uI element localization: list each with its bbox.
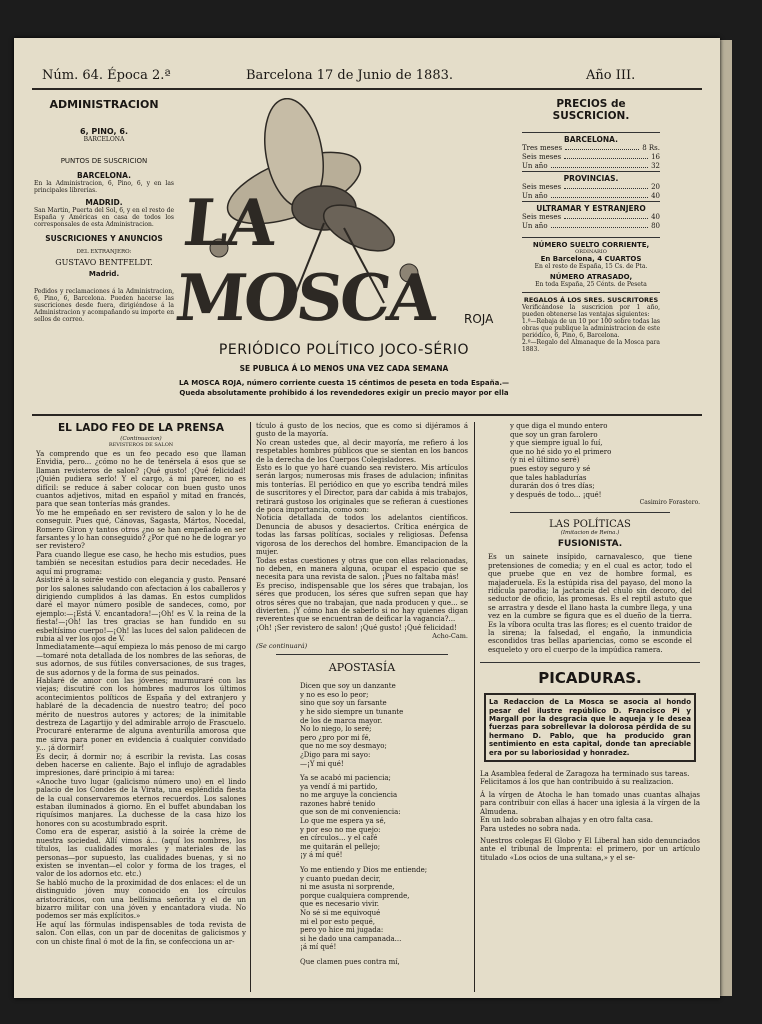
poem-line: que es necesario vivir. <box>300 900 380 909</box>
col2-p2: No crean ustedes que, al decir mayoría, me refiero á los respetables hombres públicos que se sientan en los bancos de la derecha de los Cuerpos Colegisladores. <box>256 438 468 464</box>
poem-line: y que diga el mundo entero <box>510 422 608 430</box>
condolence-box <box>484 693 696 762</box>
masthead-price-note: LA MOSCA ROJA, número corriente cuesta 15 céntimos de peseta en toda España.— Queda absolutamente prohibido á los revendedores exigir un precio mayor por ella <box>178 379 510 397</box>
price-row: Un año 80 <box>522 222 660 230</box>
price-row: Seis meses 16 <box>522 153 660 161</box>
article-column-1 <box>36 422 246 994</box>
poem-line: mi el por esto pequé, <box>300 917 375 926</box>
poem-line: que no hé sido yo el primero <box>510 447 612 456</box>
picaduras-title: PICADURAS. <box>538 669 642 688</box>
poem-line: si he dado una campanada... <box>300 934 402 943</box>
poem-line: razones habré tenido <box>300 799 376 808</box>
poem-line: y he sido siempre un tunante <box>300 707 404 716</box>
col2-p5: Es preciso, indispensable que los séres que trabajan, los séres que producen, los séres que sufren sepan que hay otros séres que no trabajan, que nada producen y que... se divierten. ¡Y cómo han de saberlo si no hay quienes digan reverentes que se encuentran de deificar la vagancia?... <box>256 581 468 624</box>
gifts-title: REGALOS Á LOS SRES. SUSCRITORES <box>522 292 660 304</box>
prices-column <box>522 98 660 408</box>
price-row: Un año 40 <box>522 192 660 200</box>
column-divider-2 <box>474 422 475 992</box>
condolence-text: La Redaccion de La Mosca se asocia al hondo pesar del ilustre repúblico D. Francisco Pi y Margall por la desgracia que le aqueja y le desea fuerzas para sobrellevar la dolorosa pérdida de su hermano D. Pablo, que ha producido gran sentimiento en esta capital, donde tan apreciable era por su laboriosidad y honradez. <box>489 698 691 757</box>
poem-continuation <box>480 422 700 499</box>
article1-p6: Hablaré de amor con las jóvenes; murmuraré con las viejas; discutiré con los hombres maduros los últimos acontecimientos políticos de España y del extranjero y hablaré de la decadencia de nuestro teatro; del poco mérito de nuestros autores y actores; de la inimitable destreza de Lagartijo y del admirable arrojo de Frascuelo. Procuraré enterarme de alguna aventurilla amorosa que me sirva para poner en evidencia á cualquier convidado y... ¡á dormir! <box>36 676 246 753</box>
col2-cont: (Se continuará) <box>256 642 308 651</box>
admin-title: ADMINISTRACION <box>49 98 159 111</box>
picaduras-p5: Para ustedes no sobra nada. <box>480 824 581 833</box>
poem-line: en círculos... y el café <box>300 834 378 843</box>
apostasia-poem <box>256 682 468 966</box>
poem-line: durarán dos ó tres días; <box>510 482 595 491</box>
single-bcn: En Barcelona, 4 CUARTOS <box>540 255 642 263</box>
poem-line: (y ni el último seré) <box>510 456 580 465</box>
article1-p11: He aquí las fórmulas indispensables de toda revista de salon. Con ellas, con un par de docenitas de galicismos y con un chiste final ó mot de la fin, se confecciona un ar- <box>36 920 246 946</box>
article1-p10: Se habló mucho de la proximidad de dos enlaces: el de un distinguido jóven muy conocido en los círculos aristocráticos, con una bellísima señorita y el de un bizarro militar con una jóven y encantadora viuda. No podemos ser más explícitos.» <box>36 878 246 921</box>
prices-barcelona: BARCELONA. <box>522 132 660 144</box>
picaduras-p2: Felicitamos á los que han contribuido á su realizacion. <box>480 778 674 787</box>
ads-foreign: DEL EXTRANJERO: <box>76 249 132 255</box>
prices-barcelona-rows <box>522 144 660 171</box>
poem-line: Yo me entiendo y Dios me entiende; <box>300 866 428 875</box>
issue-number: Núm. 64. Época 2.ª <box>42 68 171 83</box>
column-divider-1 <box>250 422 251 992</box>
picaduras-p3: Á la vírgen de Atocha le han tomado unas cuantas alhajas para contribuir con ellas á hacer una iglesia á la vírgen de la Almudena. <box>480 790 700 816</box>
poem-line: y no es eso lo peor; <box>300 690 369 699</box>
poem-line: no me arguye la conciencia <box>300 791 398 800</box>
back-title: NÚMERO ATRASADO, <box>549 273 633 281</box>
prices-ultramar: ULTRAMAR Y ESTRANJERO <box>522 201 660 213</box>
col2-p1: tículo á gusto de los necios, que es como si dijéramos á gusto de la mayoría. <box>256 422 468 439</box>
poem-line: No sé si me equivoqué <box>300 909 381 917</box>
gift-2: 2.º—Regalo del Almanaque de la Mosca para 1883. <box>522 339 660 353</box>
article1-p5: Inmediatamente—aquí empieza lo más penoso de mi cargo—tomaré nota detallada de los nombres de las señoras, de sus adornos, de sus fútiles conversaciones, de sus trages, de sus adornos y de la forma de sus peinados. <box>36 643 246 677</box>
article1-p9: Como era de esperar, asistió á la soirée la crème de nuestra sociedad. Allí vimos á... (aquí los nombres, los títulos, las cualidades morales y materiales de las personas—por supuesto, las cualidades buenas, y si no existen se inventan—el color y forma de los trages, el valor de los adornos etc. etc.) <box>36 828 246 879</box>
masthead-subtitle: PERIÓDICO POLÍTICO JOCO-SÉRIO <box>218 342 470 358</box>
poem-line: que no me soy desmayo; <box>300 742 387 751</box>
col2-p6: ¡Oh! ¡Ser revistero de salon! ¡Qué gusto! ¡Qué felicidad! <box>256 623 457 632</box>
header-rule <box>32 88 702 90</box>
politicas-sub: (Imitacion de Reina.) <box>560 530 620 537</box>
picaduras-p4: En un lado sobraban alhajas y en otro falta casa. <box>480 816 654 825</box>
poem-line: Que clamen pues contra mí, <box>300 957 400 966</box>
poem-line: y después de todo... ¡qué! <box>510 490 602 499</box>
masthead-roja: ROJA <box>464 312 494 326</box>
article1-p4: Asistiré á la soirée vestido con elegancia y gusto. Pensaré por los salones saludando con afectacion á los caballeros y dirigiendo cumplidos á las damas. En estos cumplidos daré el mayor número posible de sandeces, como, por ejemplo:—¡Está V. encantadora!—¡Oh! es V. la reina de la fiesta!—¡Oh! las tres gracias se han fundido en su esbeltísimo cuerpo!—¡Oh! las luces del salon palidecen de rubia al ver los ojos de V. <box>36 576 246 643</box>
admin-city: BARCELONA <box>83 136 125 143</box>
points-barcelona-text: En la Administracion, 6, Pino, 6, y en las principales librerías. <box>34 180 174 194</box>
picaduras-p6: Nuestros colegas El Globo y El Liberal han sido denunciados ante el tribunal de Imprenta: el primero, por un artículo titulado «Los ocios de una sultana,» y el se- <box>480 836 700 862</box>
poem-line: porque cualquiera comprende, <box>300 891 410 900</box>
politicas-name: FUSIONISTA. <box>557 539 623 550</box>
single-rest: En el resto de España, 15 Cs. de Pta. <box>534 263 648 270</box>
article1-p2: Yo me he empeñado en ser revistero de salon y lo he de conseguir. Pues qué, Cánovas, Sagasta, Mártos, Nocedal, Romero Giron y tantos otros ¿no se han empeñado en ser farsantes y lo han conseguido? ¿Por qué no he de lograr yo ser revistero? <box>36 508 246 551</box>
poem-line: Dicen que soy un danzante <box>300 682 396 691</box>
poem-line: y por eso no me quejo: <box>300 825 381 834</box>
article1-p1: Ya comprendo que es un feo pecado eso que llaman Envidia, pero... ¿cómo no he de tenérsela á esos que se llaman revisteros de salon? ¡Qué gusto! ¡Qué felicidad! ¡Quién pudiera serlo! Y el cargo, á mi parecer, no es difícil: se reduce á saber colocar con buen gusto unos cuantos adjetivos, mitad en español y mitad en francés, para que sean tonterías más grandes. <box>36 450 246 509</box>
poem-line: Lo que me espera ya sé, <box>300 817 386 826</box>
poem-line: ¡y á mí qué! <box>300 851 343 860</box>
masthead-bottom-rule <box>32 414 702 416</box>
politicas-title: LAS POLÍTICAS <box>549 519 631 531</box>
price-row: Tres meses 8 Rs. <box>522 144 660 152</box>
article-column-3 <box>480 422 700 994</box>
points-title: PUNTOS DE SUSCRICION <box>60 157 148 165</box>
article1-title: EL LADO FEO DE LA PRENSA <box>57 422 224 434</box>
admin-column <box>34 98 174 398</box>
politicas-text: Es un sainete insípido, carnavalesco, que tiene pretensiones de comedia; y en el cual es actor, todo el que pruebe que en vez de hombre formal, es majaderuela. Es la estúpida risa del payaso, del mono la ridícula parodia; la jactancia del chulo sin decoro, del seductor de oficio, las promesas. Es el reptil astuto que se arrastra y desde el llano hasta la cumbre llega, y una vez en la cumbre se figura que es el dueño de la tierra. Es la víbora oculta tras las flores; es el cuento traidor de la sirena; la falsedad, el engaño, la inmundicia escondidos tras bellas apariencias, como se esconde el esqueleto y oro el cuerpo de la impúdica ramera. <box>488 553 692 654</box>
article1-p8: «Anoche tuvo lugar (galicismo número uno) en el lindo palacio de los Condes de la Virata, una espléndida fiesta de la cual conservaremos eternos recuerdos. Los salones estaban iluminados á giorno. En el buffet abundaban los riquísimos manjares. La duchesse de la casa hizo los honores con su acostumbrado esprit. <box>36 777 246 828</box>
poem-line: —¡Y mi qué! <box>300 759 344 768</box>
apostasia-title: APOSTASÍA <box>328 661 396 675</box>
poem-line: y cuanto puedan decir, <box>300 874 381 883</box>
newspaper-page <box>14 38 720 998</box>
poem-line: sino que soy un farsante <box>300 699 387 708</box>
page-edge <box>720 40 732 996</box>
prices-title: PRECIOS de SUSCRICION. <box>552 98 630 122</box>
ads-agent-city: Madrid. <box>88 270 120 278</box>
single-ordinario: ORDINARIO <box>575 249 607 255</box>
back-text: En toda España, 25 Cénts. de Peseta <box>535 281 647 288</box>
col2-p4: Todas estas cuestiones y otras que con ellas relacionadas, no deben, en manera alguna, ocupar el espacio que se necesita para una revista de salon. ¡Pues no faltaba más! <box>256 556 468 582</box>
ads-agent: GUSTAVO BENTFELDT. <box>55 258 153 267</box>
poem-line: ni me asusta ni sorprende, <box>300 883 395 892</box>
issue-year: Año III. <box>586 68 636 83</box>
issue-date: Barcelona 17 de Junio de 1883. <box>246 68 453 83</box>
poem-line: No lo niego, lo seré; <box>300 725 372 734</box>
price-row: Seis meses 20 <box>522 183 660 191</box>
poem-line: de los de marca mayor. <box>300 716 383 725</box>
poem-line: pero yo hice mi jugada: <box>300 926 384 935</box>
masthead-title: LA MOSCA <box>172 186 439 336</box>
price-row: Un año 32 <box>522 162 660 170</box>
ads-title: SUSCRICIONES Y ANUNCIOS <box>45 234 163 243</box>
poem-line: ¿Digo para mi sayo: <box>300 750 371 759</box>
poem-line: ya vendí á mi partido, <box>300 782 378 791</box>
article-column-2 <box>256 422 468 994</box>
col2-sign: Acho-Cam. <box>432 632 468 641</box>
poem-line: y que siempre igual lo fuí, <box>510 439 603 448</box>
single-title: NÚMERO SUELTO CORRIENTE, <box>522 237 660 249</box>
poem-line: ¡á mí qué! <box>300 943 337 952</box>
article1-cont: (Continuacion) <box>120 436 162 442</box>
article1-sub: REVISTEROS DE SALON <box>108 442 174 448</box>
prices-provincias: PROVINCIAS. <box>522 171 660 183</box>
masthead-weekly: SE PUBLICA Á LO MENOS UNA VEZ CADA SEMANA <box>239 364 449 373</box>
orders-text: Pedidos y reclamaciones á la Administracion, 6, Pino, 6, Barcelona. Pueden hacerse las suscriciones desde fuera, dirigiéndose á la Administracion y acompañando su importe en sellos de correo. <box>34 288 174 323</box>
poem-sign: Casimiro Forastero. <box>639 499 700 507</box>
article1-p3: Para cuando llegue ese caso, he hecho mis estudios, pues también se necesitan estudios para decir necedades. He aquí mi programa: <box>36 550 246 576</box>
article1-p7: Es decir, á dormir no; á escribir la revista. Las cosas deben hacerse en caliente. Bajo el influjo de agradables impresiones, daré principio á mi tarea: <box>36 752 246 778</box>
points-madrid: MADRID. <box>85 198 123 207</box>
gifts-text: Verificándose la suscricion por 1 año, pueden obtenerse las ventajas siguientes: <box>522 304 660 318</box>
poem-line: que soy un gran farolero <box>510 430 598 439</box>
poem-line: me quitarán el pellejo; <box>300 842 381 851</box>
poem-line: que tales habladurías <box>510 473 587 482</box>
picaduras-p1: La Asamblea federal de Zaragoza ha terminado sus tareas. <box>480 770 690 779</box>
points-barcelona: BARCELONA. <box>77 171 131 180</box>
poem-line: que son de mi conveniencia: <box>300 808 401 817</box>
col2-p3: Esto es lo que yo haré cuando sea revistero. Mis artículos serán largos; numerosas mis frases de adulacion; infinitas mis tonterías. El periódico en que yo escriba tendrá miles de suscritores y el Director, para dar cabida á mis trabajos, retirará gustoso los originales que se refieran á cuestiones de poca importancia, como son: <box>256 464 468 515</box>
poem-line: pero ¿pro por mi fé, <box>300 733 371 742</box>
price-row: Seis meses 40 <box>522 213 660 221</box>
points-madrid-text: San Martin, Puerta del Sol, 6, y en el resto de España y Américas en casa de todos los corresponsales de esta Administracion. <box>34 207 174 228</box>
gift-1: 1.º—Rebaja de un 10 por 100 sobre todas las obras que publique la administracion de este periódico, 6, Pino, 6, Barcelona. <box>522 318 660 339</box>
poem-line: Ya se acabó mi paciencia; <box>300 774 391 783</box>
admin-address: 6, PINO, 6. <box>80 127 128 136</box>
poem-line: pues estoy seguro y sé <box>510 464 591 473</box>
masthead-logo <box>174 98 514 334</box>
col2-list: Noticia detallada de todos los adelantos científicos. Denuncia de abusos y desaciertos. Crítica enérgica de todas las farsas políticas, sociales y religiosas. Defensa vigorosa de los derechos del hombre. Emancipacion de la mujer. <box>256 514 468 557</box>
